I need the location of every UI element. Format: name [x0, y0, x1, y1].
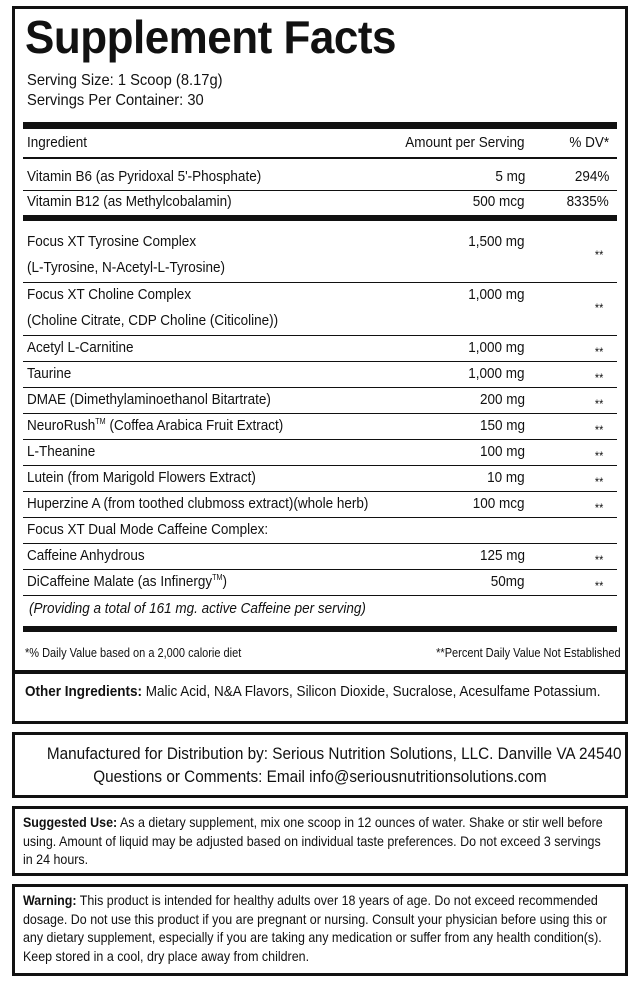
ingredient-name [27, 572, 227, 592]
ingredient-name: DMAE (Dimethylaminoethanol Bitartrate) [27, 391, 271, 408]
divider [23, 569, 617, 570]
ingredient-dv: ** [594, 501, 603, 515]
divider [23, 517, 617, 518]
ingredient-dv: ** [594, 301, 603, 315]
trademark-mark: TM [95, 417, 106, 426]
ingredient-name [27, 416, 283, 436]
ingredient-name: Vitamin B12 (as Methylcobalamin) [27, 193, 232, 210]
divider [23, 465, 617, 466]
ingredient-dv: ** [594, 579, 603, 593]
divider [23, 387, 617, 388]
ingredient-dv: ** [594, 248, 603, 262]
divider [23, 439, 617, 440]
manufacturer-panel [12, 732, 628, 798]
contact-text: Questions or Comments: Email info@seriousnutritionsolutions.com [93, 767, 547, 786]
suggested-use-text [23, 813, 610, 869]
warning-label: Warning: [23, 892, 77, 908]
ingredient-name-text: NeuroRush [27, 417, 96, 434]
other-ingredients-label: Other Ingredients: [25, 683, 143, 700]
divider [23, 491, 617, 492]
divider [23, 335, 617, 336]
header-ingredient: Ingredient [27, 134, 88, 151]
supplement-facts-panel [12, 6, 628, 724]
footnote-not-established: **Percent Daily Value Not Established [436, 646, 621, 660]
ingredient-name: Caffeine Anhydrous [27, 547, 145, 564]
warning-text [23, 891, 610, 965]
ingredient-name: Lutein (from Marigold Flowers Extract) [27, 469, 256, 486]
ingredient-subtext: (Choline Citrate, CDP Choline (Citicoline)) [27, 312, 279, 329]
ingredient-name: Acetyl L-Carnitine [27, 339, 134, 356]
divider-thick [23, 215, 617, 221]
ingredient-dv: ** [594, 449, 603, 463]
ingredient-name: Focus XT Tyrosine Complex [27, 233, 197, 250]
manufacturer-line [15, 743, 625, 765]
ingredient-amount: 200 mg [479, 391, 525, 408]
ingredient-dv: ** [594, 423, 603, 437]
ingredient-amount: 100 mg [479, 443, 525, 460]
contact-line [15, 766, 625, 788]
warning-panel [12, 884, 628, 976]
ingredient-name-rest: (Coffea Arabica Fruit Extract) [105, 417, 284, 434]
header-dv: % DV* [569, 134, 609, 151]
ingredient-subtext: (L-Tyrosine, N-Acetyl-L-Tyrosine) [27, 259, 226, 276]
ingredient-amount: 150 mg [479, 417, 525, 434]
divider [23, 595, 617, 596]
ingredient-dv: ** [594, 371, 603, 385]
ingredient-amount: 1,000 mg [468, 286, 525, 303]
divider-thick [23, 626, 617, 632]
ingredient-name: Focus XT Choline Complex [27, 286, 192, 303]
ingredient-amount: 5 mg [494, 168, 525, 185]
suggested-use-label: Suggested Use: [23, 814, 118, 830]
panel-title: Supplement Facts [25, 12, 396, 64]
divider [23, 413, 617, 414]
servings-per-container: Servings Per Container: 30 [27, 92, 204, 109]
ingredient-dv: ** [594, 397, 603, 411]
divider-thick [15, 670, 625, 674]
ingredient-name-text: DiCaffeine Malate (as Infinergy [27, 573, 213, 590]
ingredient-amount: 1,000 mg [468, 339, 525, 356]
ingredient-name: Huperzine A (from toothed clubmoss extract)(whole herb) [27, 495, 369, 512]
ingredient-dv: ** [594, 553, 603, 567]
other-ingredients [25, 683, 619, 701]
suggested-use-body: As a dietary supplement, mix one scoop in 12 ounces of water. Shake or stir well before using. Amount of liquid may be adjusted based on individual taste preferences. Do not exceed 3 servings in 24 hours. [23, 814, 603, 867]
divider [23, 361, 617, 362]
other-ingredients-text: Malic Acid, N&A Flavors, Silicon Dioxide, Sucralose, Acesulfame Potassium. [142, 683, 601, 700]
ingredient-amount: 50mg [491, 573, 525, 590]
ingredient-dv: ** [594, 345, 603, 359]
warning-body: This product is intended for healthy adults over 18 years of age. Do not exceed recommended dosage. Do not use this product if you are pregnant or nursing. Consult your physician before using this or any dietary supplement, especially if you are taking any medication or suffer from any health condition(s). Keep stored in a cool, dry place away from children. [23, 892, 607, 964]
suggested-use-panel [12, 806, 628, 876]
ingredient-name-rest: ) [222, 573, 228, 590]
caffeine-total-note: (Providing a total of 161 mg. active Caffeine per serving) [29, 600, 366, 617]
caffeine-complex-header: Focus XT Dual Mode Caffeine Complex: [27, 521, 269, 538]
ingredient-name: L-Theanine [27, 443, 96, 460]
ingredient-dv: 8335% [566, 193, 609, 210]
divider [23, 190, 617, 191]
ingredient-amount: 1,500 mg [468, 233, 525, 250]
ingredient-amount: 1,000 mg [468, 365, 525, 382]
ingredient-amount: 500 mcg [473, 193, 525, 210]
divider [23, 543, 617, 544]
divider-thick [23, 122, 617, 129]
ingredient-amount: 125 mg [479, 547, 525, 564]
ingredient-dv: 294% [574, 168, 609, 185]
serving-size: Serving Size: 1 Scoop (8.17g) [27, 72, 223, 89]
divider [23, 282, 617, 283]
divider [23, 157, 617, 159]
ingredient-dv: ** [594, 475, 603, 489]
ingredient-amount: 10 mg [487, 469, 525, 486]
header-amount: Amount per Serving [405, 134, 525, 151]
trademark-mark: TM [212, 573, 223, 582]
ingredient-amount: 100 mcg [473, 495, 525, 512]
ingredient-name: Vitamin B6 (as Pyridoxal 5'-Phosphate) [27, 168, 262, 185]
ingredient-name: Taurine [27, 365, 72, 382]
footnote-daily-value: *% Daily Value based on a 2,000 calorie diet [25, 646, 242, 660]
manufacturer-text: Manufactured for Distribution by: Serious Nutrition Solutions, LLC. Danville VA 24540 [46, 744, 622, 763]
